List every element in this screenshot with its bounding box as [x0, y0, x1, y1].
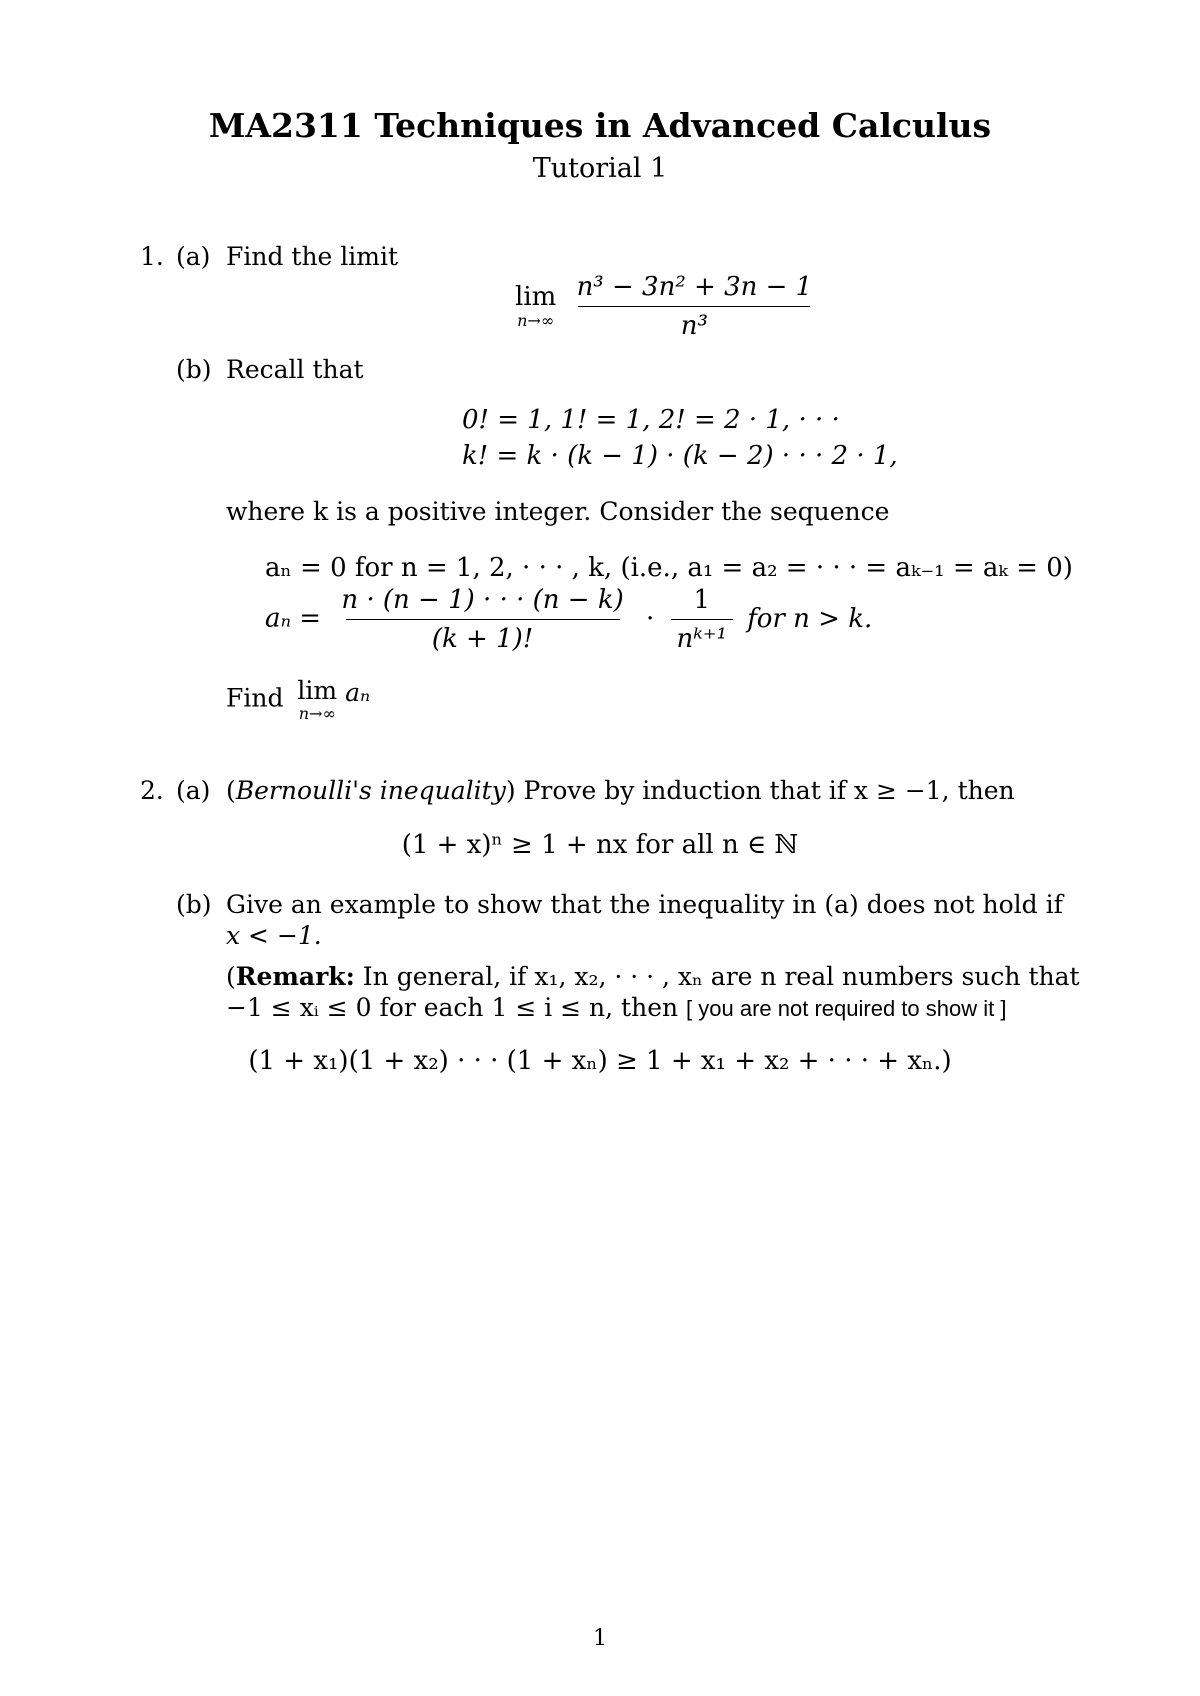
- page-number: 1: [593, 1626, 607, 1651]
- remark-line-2: −1 ≤ xᵢ ≤ 0 for each 1 ≤ i ≤ n, then [ you are not required to show it ]: [226, 993, 1007, 1022]
- remark-inequality: (1 + x₁)(1 + x₂) · · · (1 + xₙ) ≥ 1 + x₁ + x₂ + · · · + xₙ.): [248, 1046, 952, 1076]
- q1b-text: Recall that: [226, 355, 364, 384]
- remark-note: [ you are not required to show it ]: [686, 996, 1007, 1021]
- q1-number: 1.: [140, 242, 164, 271]
- fraction-numerator: n · (n − 1) · · · (n − k): [341, 585, 624, 615]
- q2b-text-line-2: x < −1.: [226, 921, 322, 950]
- fraction-numerator: 1: [693, 585, 710, 615]
- remark-line-1: (Remark: In general, if x₁, x₂, · · · , xₙ are n real numbers such that: [226, 962, 1080, 991]
- factorials-line-1: 0! = 1, 1! = 1, 2! = 2 · 1, · · ·: [462, 405, 840, 435]
- bernoulli-title: Bernoulli's inequality: [235, 776, 506, 805]
- q2a-statement: (Bernoulli's inequality) Prove by induction that if x ≥ −1, then: [226, 776, 1015, 805]
- sequence-term: aₙ: [345, 678, 371, 707]
- q1a-label: (a): [176, 242, 211, 271]
- q2-number: 2.: [140, 776, 164, 805]
- limit-operator: lim n→∞: [297, 676, 338, 723]
- fraction-denominator: nᵏ⁺¹: [671, 619, 733, 654]
- find-text: Find: [226, 683, 284, 713]
- fraction-denominator: n³: [578, 306, 810, 341]
- multiplication-dot: ·: [646, 603, 655, 634]
- sequence-fraction-1: [335, 585, 629, 654]
- q2b-text-line-1: Give an example to show that the inequality in (a) does not hold if: [226, 890, 1063, 919]
- sequence-fraction-2: [671, 585, 733, 654]
- q2a-text: Prove by induction that if x ≥ −1, then: [523, 776, 1015, 805]
- fraction-denominator: (k + 1)!: [346, 619, 620, 654]
- q1a-fraction: [571, 272, 819, 341]
- q1b-label: (b): [176, 355, 212, 384]
- q2b-label: (b): [176, 890, 212, 919]
- sequence-definition-line-2: [265, 585, 872, 654]
- q1b-where-text: where k is a positive integer. Consider the sequence: [226, 497, 890, 526]
- sequence-definition-line-1: aₙ = 0 for n = 1, 2, · · · , k, (i.e., a₁ = a₂ = · · · = aₖ₋₁ = aₖ = 0): [265, 553, 1073, 583]
- q2a-label: (a): [176, 776, 211, 805]
- page-subtitle: Tutorial 1: [532, 153, 668, 184]
- factorials-line-2: k! = k · (k − 1) · (k − 2) · · · 2 · 1,: [462, 441, 898, 471]
- q1a-text: Find the limit: [226, 242, 399, 271]
- fraction-numerator: n³ − 3n² + 3n − 1: [576, 272, 813, 302]
- remark-label: Remark:: [235, 962, 355, 991]
- q1a-limit-expression: [515, 272, 818, 341]
- sequence-condition: for n > k.: [747, 603, 873, 634]
- q1b-find-line: [226, 678, 370, 722]
- sequence-lhs: aₙ =: [265, 603, 322, 634]
- page-title: MA2311 Techniques in Advanced Calculus: [208, 106, 992, 145]
- limit-operator: lim n→∞: [515, 282, 557, 330]
- bernoulli-inequality: (1 + x)ⁿ ≥ 1 + nx for all n ∈ ℕ: [401, 830, 799, 860]
